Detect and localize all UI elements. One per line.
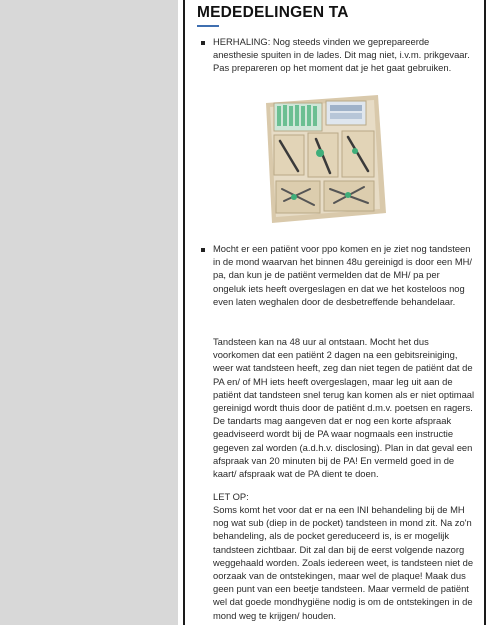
notice-tartar: Mocht er een patiënt voor ppo komen en je ziet nog tandsteen in de mond waarvan het binnen 48u gereinigd is door een MH/ pa, dan kun je de patiënt vermelden dat de MH/ pa per ongeluk iets heeft overgeslagen en dat we het kosteloos nog even laten weghalen door de desbetreffende behandelaar. [213, 243, 473, 307]
right-gutter [486, 0, 499, 625]
attention-label: LET OP: [213, 491, 249, 502]
notice-syringes: HERHALING: Nog steeds vinden we geprepareerde anesthesie spuiten in de lades. Dit mag niet, i.v.m. prikgevaar. Pas prepareren op het moment dat je het gaat gebruiken. [213, 36, 470, 74]
bullet-marker [201, 41, 205, 45]
drawer-instruments-photo [260, 93, 388, 225]
ini-treatment-note: Soms komt het voor dat er na een INI behandeling bij de MH nog wat sub (diep in de pocket) tandsteen in mond zit. Na zo'n behandeling, als de pocket gereduceerd is, is er mogelijk tandsteen zichtbaar. Dit zal dan bij de eerst volgende nazorg weggehaald worden. Zoals iedereen weet, is tandsteen niet de oorzaak van de ontstekingen, maar wel de plaque! Maak dus geen punt van een beetje tandsteen. Maar vermeld de patiënt wel dat goede mondhygiëne nodig is om de ontstekingen in de mond weg te krijgen/ houden. [213, 504, 474, 621]
bullet-marker [201, 248, 205, 252]
title-underline [197, 25, 219, 27]
left-sidebar [0, 0, 178, 625]
tartar-explanation: Tandsteen kan na 48 uur al ontstaan. Mocht het dus voorkomen dat een patiënt 2 dagen na een gebitsreiniging, weer wat tandsteen heeft, zeg dan niet tegen de patiënt dat de PA en/ of MH iets heeft overgeslagen, maar leg uit aan de patiënt dat tandsteen snel terug kan komen als er niet optimaal gereinigd wordt thuis door de patiënt d.m.v. poetsen en ragers. De tandarts mag aangeven dat er nog een korte afspraak geadviseerd wordt bij de PA waar nogmaals een instructie gegeven zal worden (a.d.h.v. disclosing). Plan in dat geval een afspraak van 20 minuten bij de PA! En vermeld goed in de kaart/ afspraak wat de PA dient te doen. [213, 336, 475, 480]
page-title: MEDEDELINGEN TA [197, 4, 349, 21]
